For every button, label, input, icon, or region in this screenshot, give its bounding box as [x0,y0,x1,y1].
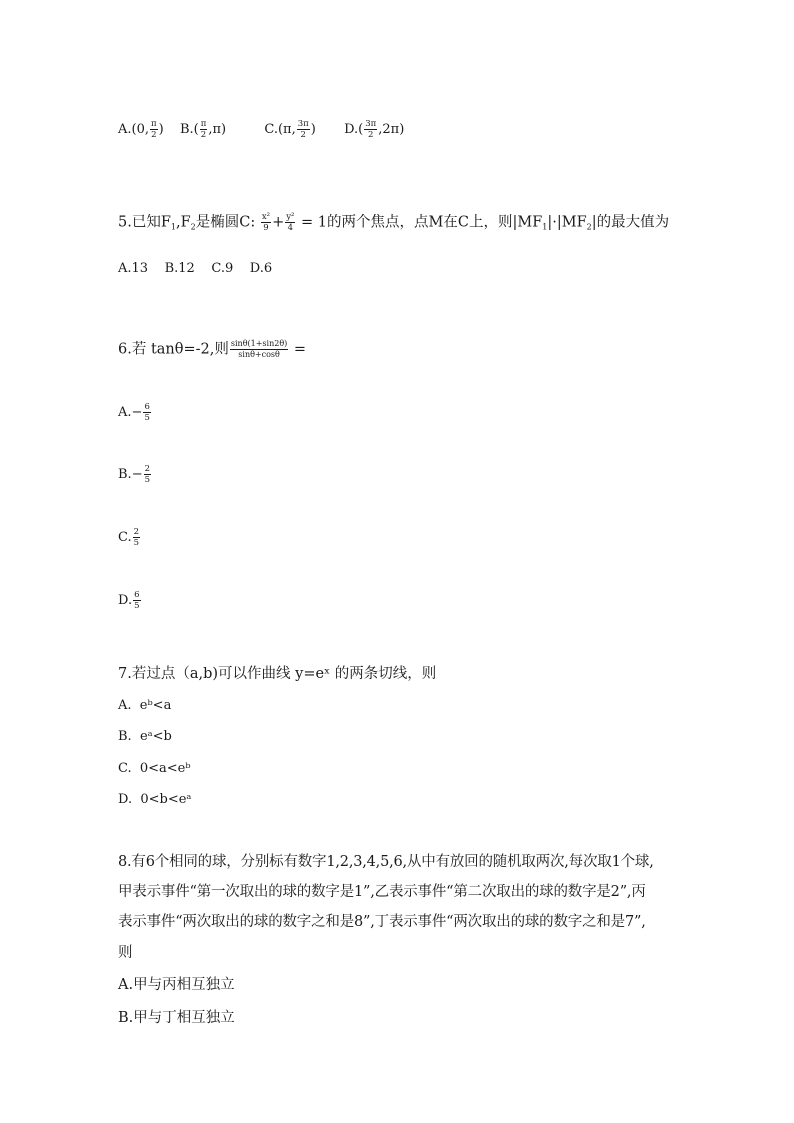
q5-frac-x-num: x² [261,212,271,222]
q6-b-den: 5 [144,475,151,485]
q4-a-prefix: A.(0, [118,122,149,137]
q4-c-prefix: C.(π, [264,122,296,137]
q6-d-num: 6 [134,590,140,600]
q5-sub1: 1 [170,222,176,232]
q6-option-d [118,590,142,611]
q6-a-num: 6 [144,402,150,412]
q4-option-a [118,119,168,140]
q6-c-den: 5 [133,538,140,548]
q5-sub3: 1 [542,222,548,232]
q6-a-fraction [143,402,150,423]
q4-d-fraction [364,119,377,140]
q4-b-suffix: ,π) [208,122,227,137]
q6-b-label: B. [118,467,132,482]
q6-d-fraction [133,590,140,611]
q6-stem-prefix: 6.若 tanθ=-2,则 [118,341,229,358]
q6-a-label: A. [118,405,132,420]
q6-option-b [118,464,152,485]
q4-a-den: 2 [151,130,157,140]
q4-b-den: 2 [200,130,207,140]
q5-options: A.13 B.12 C.9 D.6 [118,261,273,276]
q4-d-prefix: D.( [344,122,364,137]
q5-frac-x-den: 9 [263,223,269,233]
q6-fraction [230,339,288,360]
q4-c-num: 3π [297,119,309,129]
q5-frac-y-den: 4 [287,223,294,233]
q5-part6: |的最大值为 [591,214,670,231]
q6-d-den: 5 [134,601,140,611]
q6-a-sign: − [131,405,143,420]
q4-option-c [264,119,320,140]
q4-b-fraction [200,119,208,140]
q8-line-4: 则 [118,945,133,961]
q5-frac-y [285,212,295,233]
q5-part4: = 1的两个焦点，点M在C上，则|MF [301,214,543,231]
q8-line-1: 8.有6个相同的球，分别标有数字1,2,3,4,5,6,从中有放回的随机取两次,每次取1个球, [118,854,654,870]
q4-options [118,119,404,140]
q6-c-fraction [133,527,140,548]
q6-option-a [118,402,152,423]
q5-frac-x [261,212,271,233]
q4-d-num: 3π [365,119,377,129]
q4-a-num: π [151,119,157,129]
q8-option-b: B.甲与丁相互独立 [118,1010,235,1026]
q6-c-num: 2 [133,527,140,537]
q6-b-sign: − [131,467,143,482]
q5-plus: + [272,214,285,231]
q5-sub2: 2 [190,222,196,232]
q4-c-den: 2 [300,130,306,140]
q6-b-num: 2 [144,464,151,474]
q4-b-num: π [200,119,207,129]
q5-part5: |·|MF [547,214,587,231]
q8-line-2: 甲表示事件“第一次取出的球的数字是1”,乙表示事件“第二次取出的球的数字是2”,丙 [118,884,646,900]
q8-line-3: 表示事件“两次取出的球的数字之和是8”,丁表示事件“两次取出的球的数字之和是7”, [118,914,646,930]
q4-option-b [179,119,230,140]
q7-stem: 7.若过点（a,b)可以作曲线 y=eˣ 的两条切线，则 [118,666,437,682]
q6-c-label: C. [118,530,132,545]
q5-stem [118,212,669,236]
q4-c-suffix: ) [310,122,316,137]
q4-option-d [344,119,405,140]
q4-a-fraction [150,119,158,140]
q7-option-a: A. eᵇ<a [118,698,172,713]
q6-b-fraction [144,464,151,485]
q6-stem-suffix: = [289,341,307,358]
q6-stem [118,339,306,360]
q5-frac-y-num: y² [286,212,295,222]
q4-c-fraction [297,119,310,140]
q6-frac-num: sinθ(1+sin2θ) [230,339,288,348]
q4-d-den: 2 [368,130,374,140]
q5-part2: ,F [176,214,191,231]
q6-option-c [118,527,141,548]
q5-part3: 是椭圆C: [195,214,256,231]
q7-option-d: D. 0<b<eᵃ [118,792,192,807]
q7-option-c: C. 0<a<eᵇ [118,761,191,776]
q6-a-den: 5 [144,413,150,423]
q7-option-b: B. eᵃ<b [118,729,172,744]
q8-option-a: A.甲与丙相互独立 [118,977,235,993]
q5-sub4: 2 [586,222,592,232]
q4-b-prefix: B.( [179,122,199,137]
q6-frac-den: sinθ+cosθ [238,350,280,359]
q5-part1: 5.已知F [118,214,171,231]
q4-d-suffix: ,2π) [378,122,405,137]
q4-a-suffix: ) [158,122,164,137]
q6-d-label: D. [118,593,133,608]
